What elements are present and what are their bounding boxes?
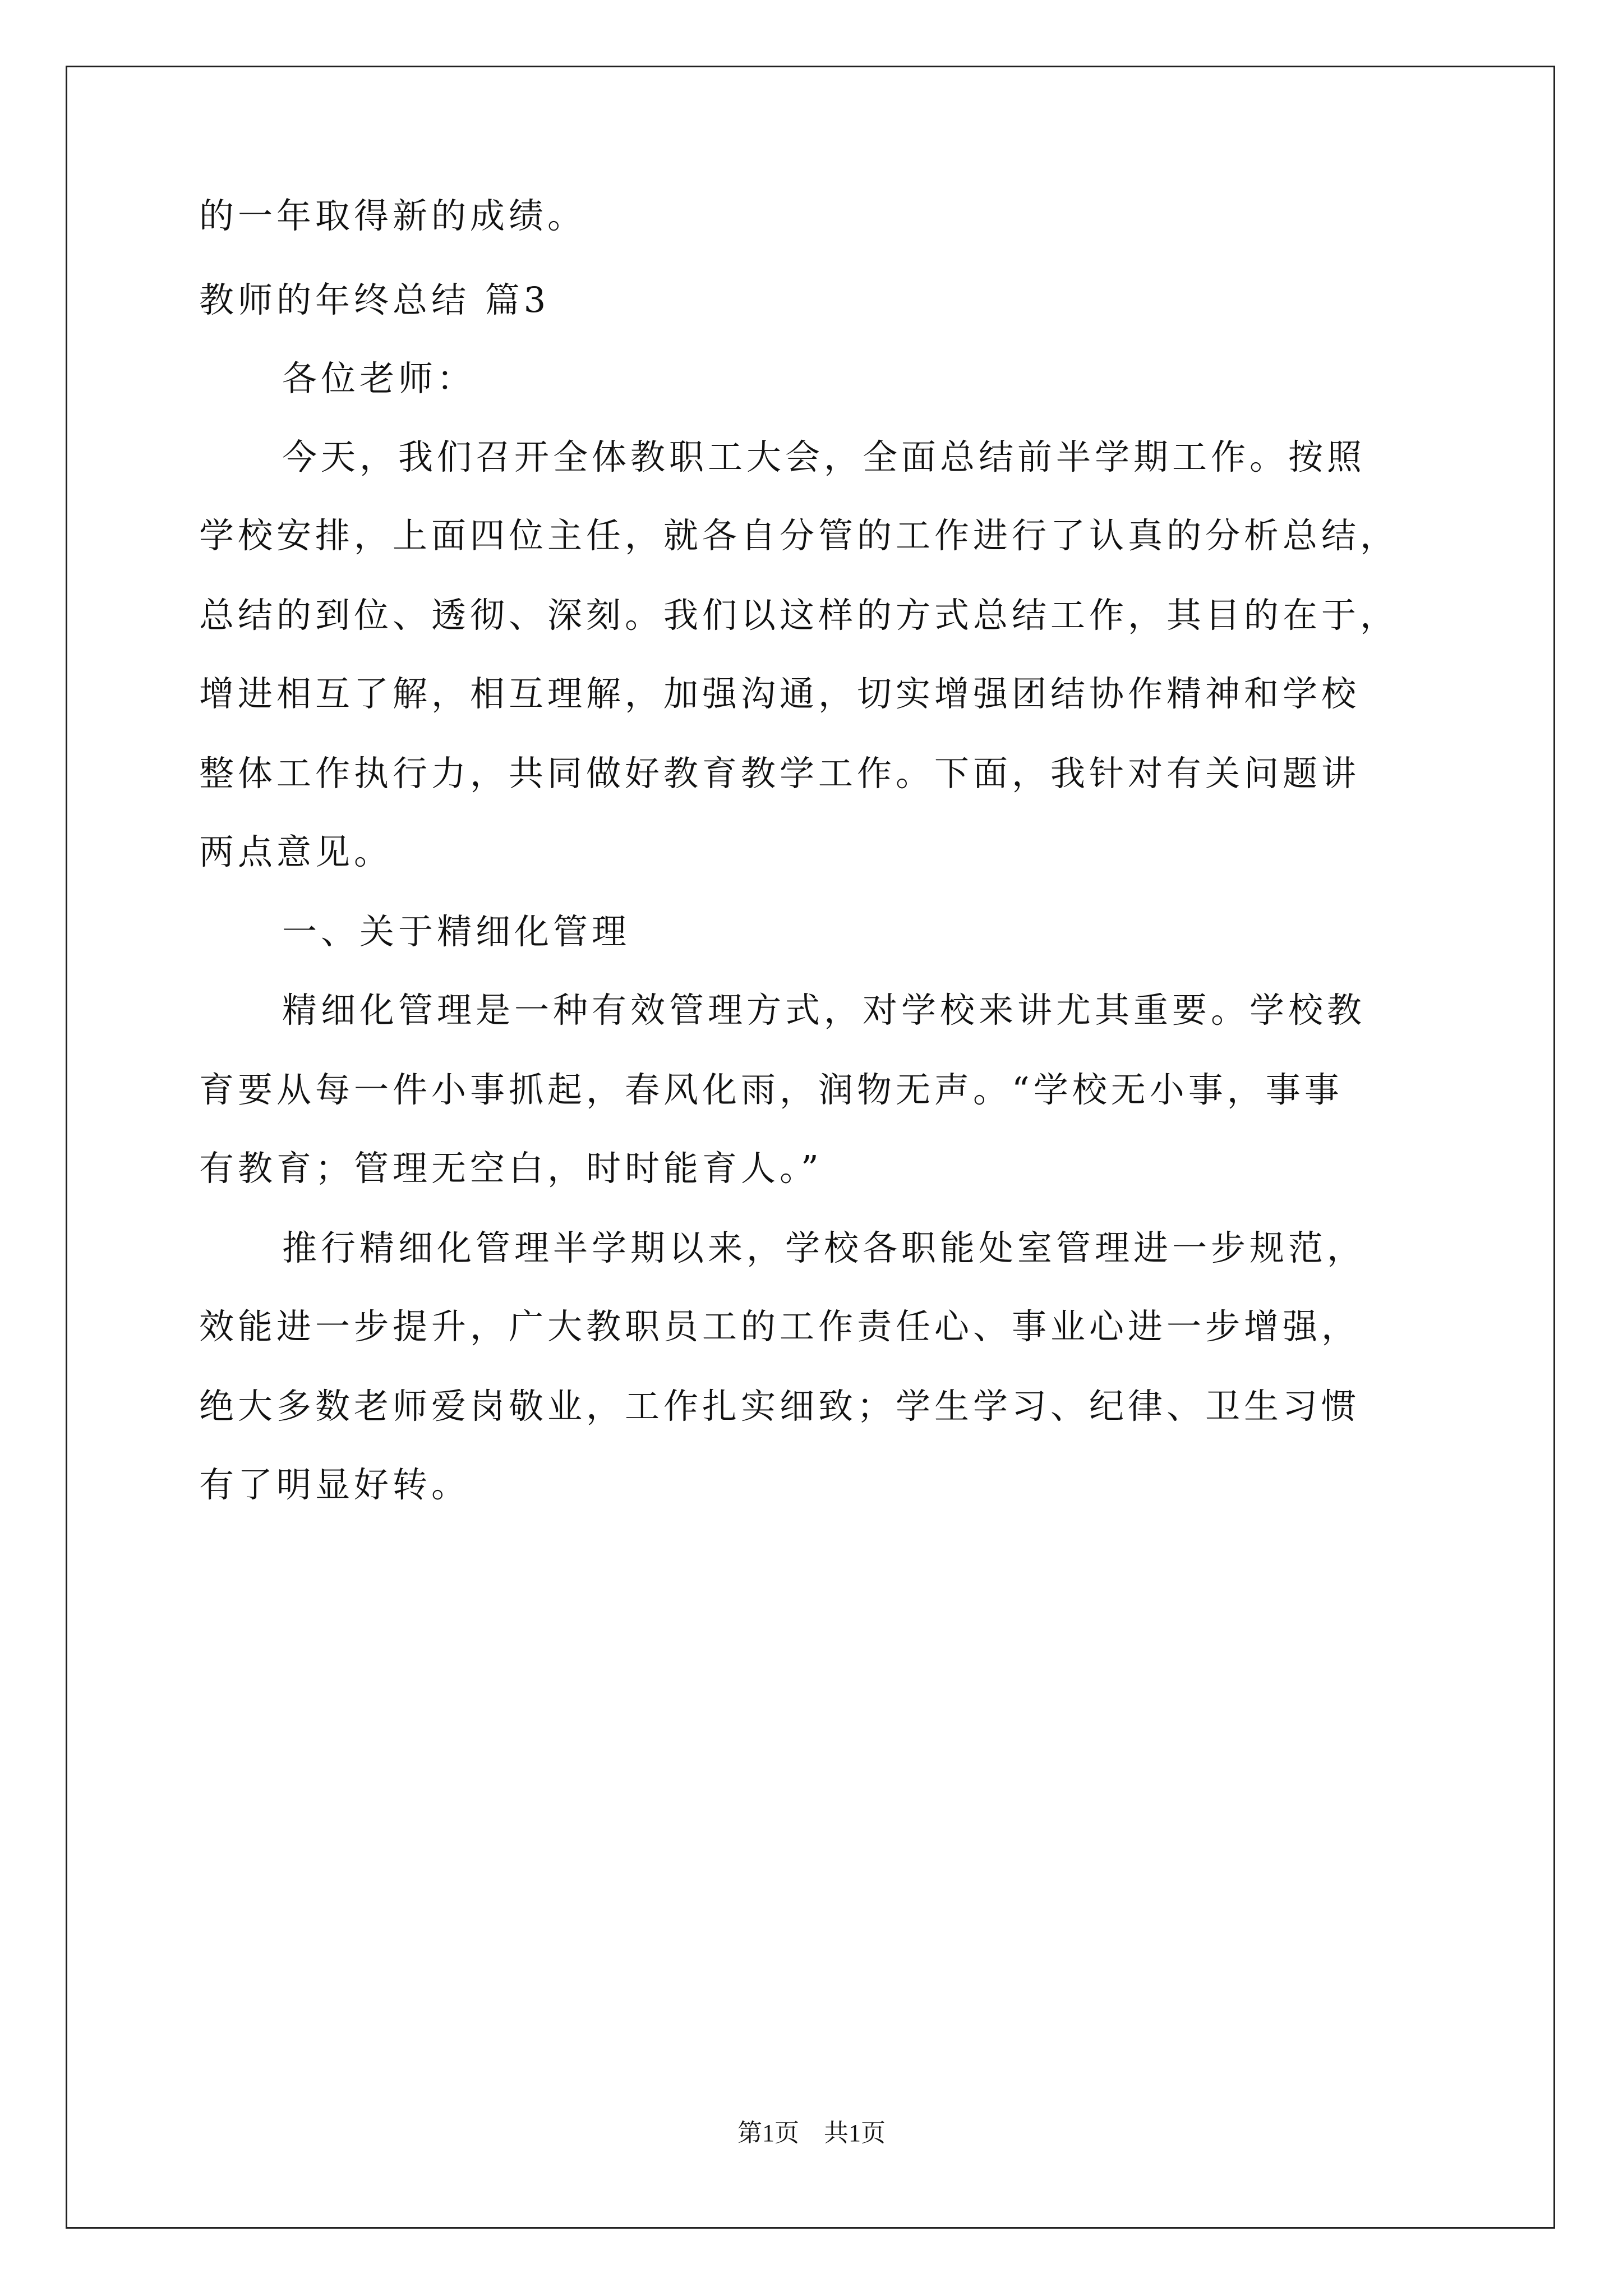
paragraph-line: 两点意见。 (199, 831, 393, 872)
paragraph-line: 整体工作执行力，共同做好教育教学工作。下面，我针对有关问题讲 (199, 753, 1361, 794)
text-line: 的一年取得新的成绩。 (199, 195, 587, 236)
paragraph-line: 增进相互了解，相互理解，加强沟通，切实增强团结协作精神和学校 (199, 673, 1361, 714)
paragraph-line: 总结的到位、透彻、深刻。我们以这样的方式总结工作，其目的在于， (199, 595, 1399, 636)
paragraph-line: 精细化管理是一种有效管理方式，对学校来讲尤其重要。学校教 (282, 990, 1366, 1030)
subheading: 一、关于精细化管理 (282, 911, 631, 952)
paragraph-line: 今天，我们召开全体教职工大会，全面总结前半学期工作。按照 (282, 436, 1366, 477)
salutation: 各位老师： (282, 358, 476, 399)
paragraph-line: 推行精细化管理半学期以来，学校各职能处室管理进一步规范， (282, 1227, 1366, 1268)
paragraph-line: 有了明显好转。 (199, 1464, 471, 1505)
paragraph-line: 效能进一步提升，广大教职员工的工作责任心、事业心进一步增强， (199, 1306, 1361, 1347)
section-heading: 教师的年终总结 篇3 (199, 279, 550, 320)
paragraph-line: 有教育；管理无空白，时时能育人。” (199, 1148, 823, 1189)
paragraph-line: 学校安排，上面四位主任，就各自分管的工作进行了认真的分析总结， (199, 515, 1399, 556)
paragraph-line: 绝大多数老师爱岗敬业，工作扎实细致；学生学习、纪律、卫生习惯 (199, 1386, 1361, 1427)
page-number-footer: 第1页 共1页 (737, 2119, 886, 2147)
paragraph-line: 育要从每一件小事抓起，春风化雨，润物无声。“学校无小事，事事 (199, 1069, 1343, 1110)
